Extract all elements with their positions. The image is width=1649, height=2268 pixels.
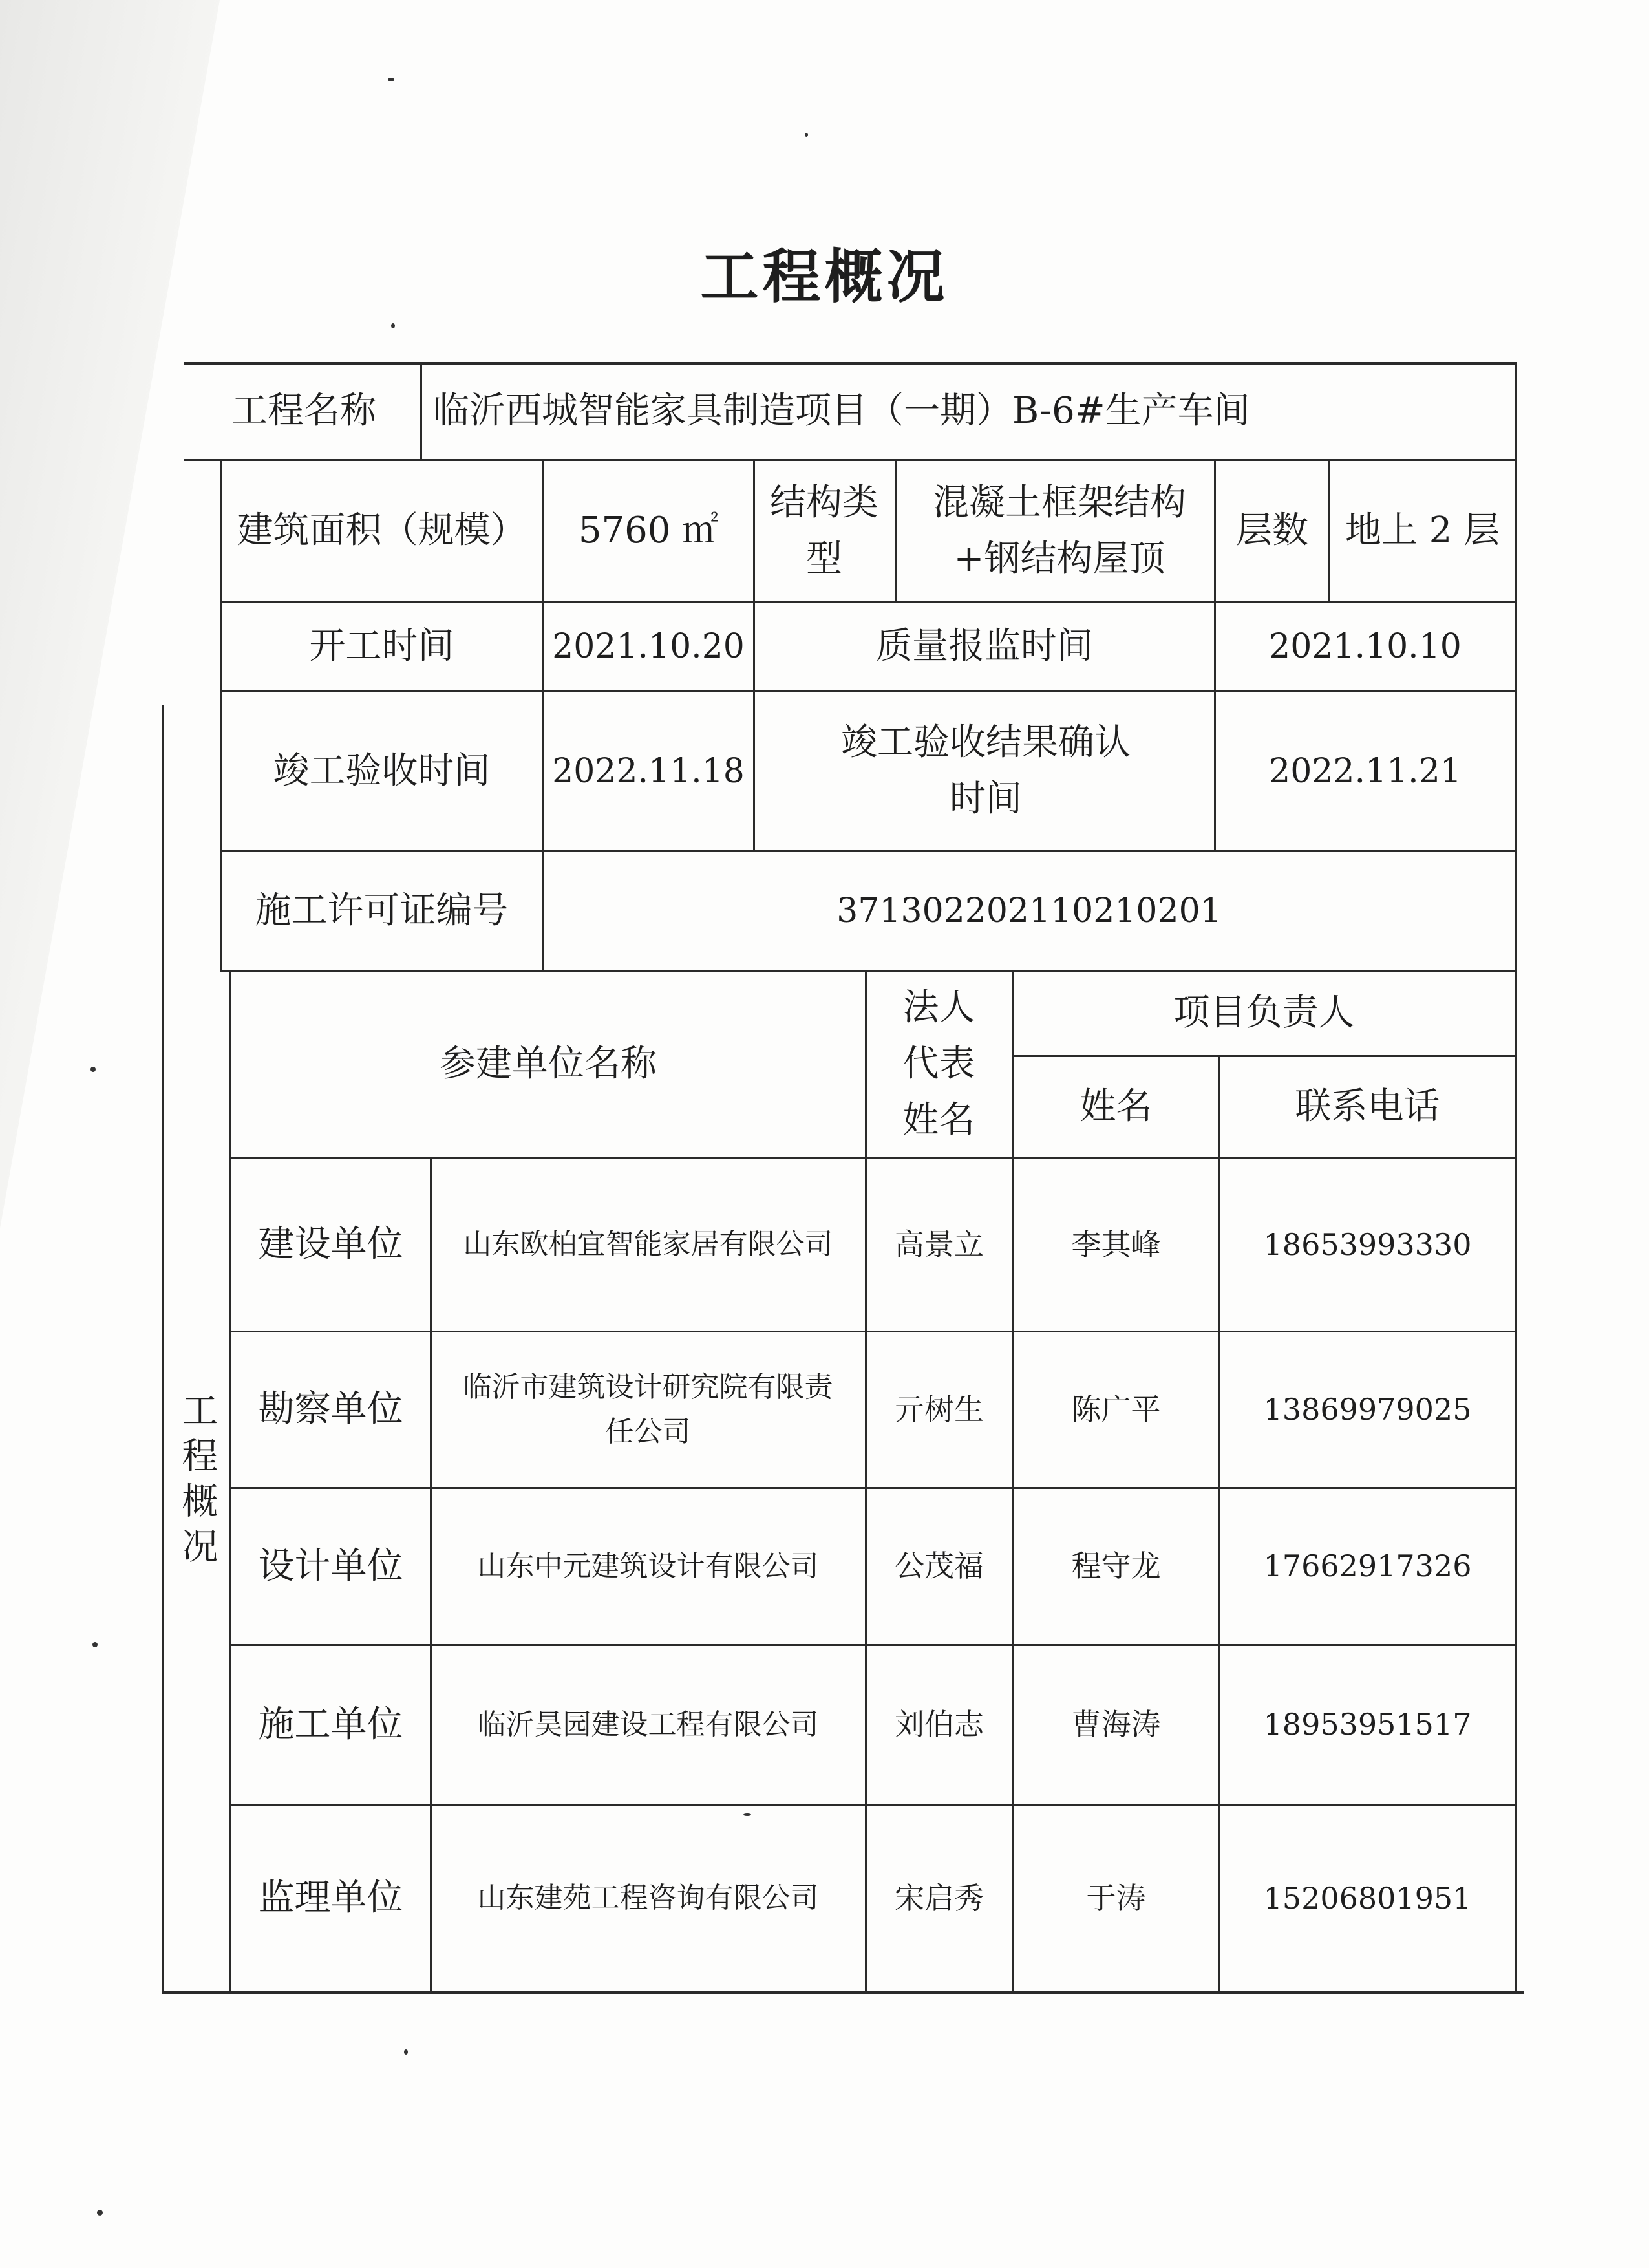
phone-header: 联系电话 (1295, 1086, 1440, 1128)
unit-company: 山东中元建筑设计有限公司 (477, 1549, 819, 1583)
quality-date-label: 质量报监时间 (876, 625, 1093, 668)
scan-speck (90, 1067, 96, 1072)
unit-lead: 曹海涛 (1071, 1707, 1161, 1742)
unit-legal-rep: 刘伯志 (895, 1707, 984, 1742)
project-lead-header: 项目负责人 (1173, 992, 1355, 1034)
acceptance-date-label: 竣工验收时间 (273, 749, 491, 792)
unit-lead: 于涛 (1086, 1880, 1146, 1916)
side-label: 工程概况 (176, 1391, 218, 1572)
unit-lead: 李其峰 (1071, 1226, 1161, 1262)
unit-role: 监理单位 (258, 1877, 403, 1920)
unit-legal-rep: 亓树生 (895, 1391, 984, 1427)
unit-role: 施工单位 (258, 1703, 403, 1746)
start-date-value: 2021.10.20 (552, 627, 745, 667)
quality-date-value: 2021.10.10 (1269, 627, 1462, 667)
scan-speck (92, 1642, 98, 1647)
unit-name-header: 参建单位名称 (440, 1043, 657, 1086)
project-name-value: 临沂西城智能家具制造项目（一期）B-6#生产车间 (433, 390, 1250, 433)
scan-speck (388, 78, 394, 81)
area-label: 建筑面积（规模） (237, 509, 527, 552)
scan-speck (97, 2210, 103, 2216)
floors-label: 层数 (1236, 509, 1308, 552)
confirm-date-label: 竣工验收结果确认时间 (841, 722, 1131, 820)
unit-lead: 程守龙 (1071, 1548, 1161, 1584)
unit-role: 设计单位 (258, 1545, 403, 1587)
unit-company: 临沂昊园建设工程有限公司 (477, 1707, 819, 1741)
page-title: 工程概况 (700, 243, 949, 311)
unit-phone: 13869979025 (1263, 1391, 1472, 1427)
unit-legal-rep: 公茂福 (895, 1548, 984, 1584)
unit-role: 建设单位 (258, 1223, 403, 1266)
scan-speck (404, 2049, 408, 2055)
unit-company: 山东建苑工程咨询有限公司 (477, 1881, 819, 1915)
unit-role: 勘察单位 (258, 1388, 403, 1431)
permit-label: 施工许可证编号 (255, 889, 509, 932)
scan-speck (391, 323, 395, 328)
unit-phone: 17662917326 (1263, 1548, 1472, 1584)
acceptance-date-value: 2022.11.18 (552, 751, 745, 791)
unit-legal-rep: 高景立 (895, 1226, 984, 1262)
unit-phone: 18653993330 (1263, 1226, 1472, 1262)
structure-value: 混凝土框架结构+钢结构屋顶 (933, 481, 1186, 580)
area-value: 5760 ㎡ (578, 509, 719, 552)
unit-phone: 15206801951 (1263, 1880, 1472, 1916)
unit-company: 山东欧柏宜智能家居有限公司 (463, 1228, 833, 1261)
start-date-label: 开工时间 (309, 625, 454, 668)
permit-value: 371302202110210201 (836, 891, 1222, 930)
scan-speck (743, 1813, 751, 1816)
floors-value: 地上 2 层 (1345, 509, 1500, 552)
unit-legal-rep: 宋启秀 (895, 1880, 984, 1916)
lead-name-header: 姓名 (1080, 1086, 1153, 1128)
legal-rep-header: 法人代表姓名 (902, 987, 975, 1141)
unit-lead: 陈广平 (1071, 1391, 1161, 1427)
structure-label: 结构类型 (770, 481, 878, 580)
confirm-date-value: 2022.11.21 (1269, 751, 1462, 791)
scan-speck (805, 133, 808, 137)
project-name-label: 工程名称 (231, 390, 376, 433)
unit-company: 临沂市建筑设计研究院有限责任公司 (463, 1371, 833, 1448)
unit-phone: 18953951517 (1263, 1707, 1472, 1742)
